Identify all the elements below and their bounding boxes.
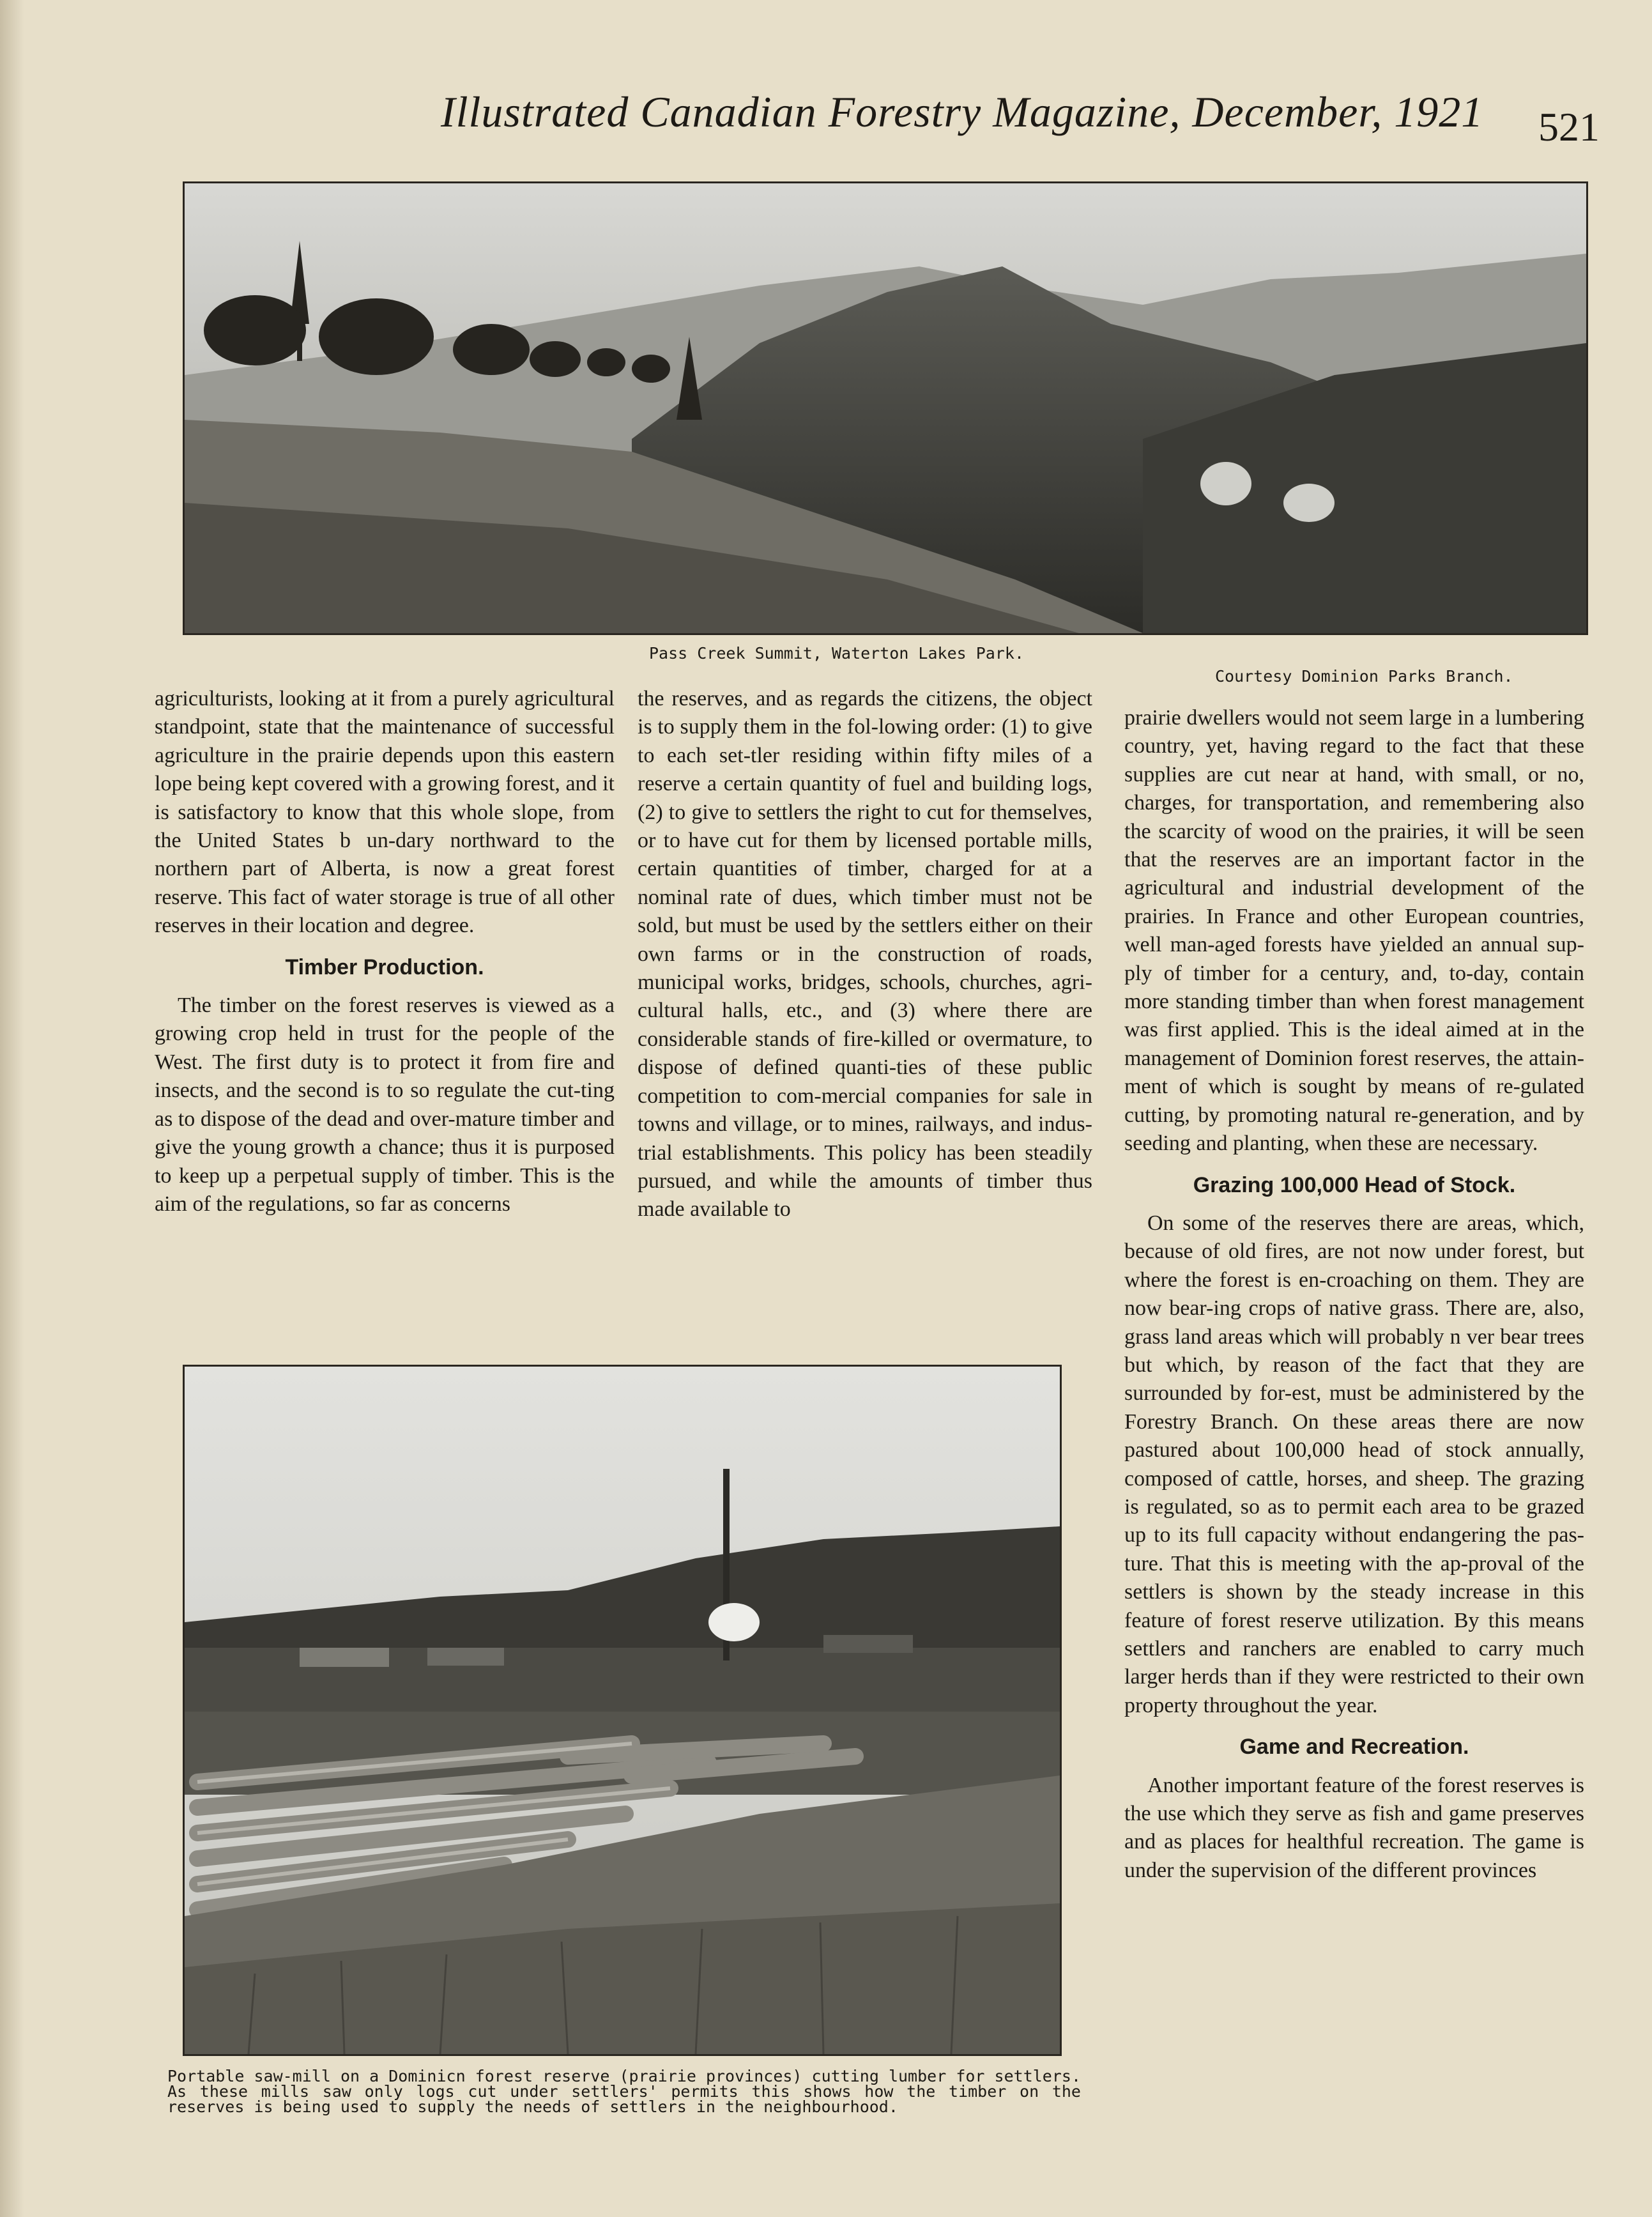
right-paragraph-3: Another important feature of the forest reserves is the use which they serve as fish and game preserves and as places for healthful recreation. The game is under the supervision of the different provinces <box>1124 1773 1584 1882</box>
page-binding-shadow <box>0 0 24 2217</box>
page-number: 521 <box>1538 104 1600 150</box>
saw-mill-photo <box>183 1365 1062 2056</box>
article-column-right <box>1124 704 1584 1885</box>
magazine-header: Illustrated Canadian Forestry Magazine, December, 1921 <box>441 88 1484 136</box>
heading-grazing: Grazing 100,000 Head of Stock. <box>1193 1172 1516 1197</box>
left-paragraph-2: The timber on the forest reserves is viewed as a growing crop held in trust for the people of the West. The first duty is to protect it from fire and insects, and the second is to so regulate the cut-ting as to dispose of the dead and over-mature timber and give the young growth a chance; thus it is purposed to keep up a perpetual supply of timber. This is the aim of the regulations, so far as concerns <box>155 993 615 1216</box>
right-paragraph-2: On some of the reserves there are areas, which, because of old fires, are not now under forest, but where the forest is en-croaching on them. They are now bear-ing crops of native grass. There are, also, grass land areas which will probably n ver bear trees but which, by reason of the fact that they are surrounded by for-est, must be administered by the Forestry Branch. On these areas there are now pastured about 100,000 head of stock annually, composed of cattle, horses, and sheep. The grazing is regulated, so as to permit each area to be grazed up to its full capacity without endangering the pas-ture. That this is meeting with the ap-proval of the settlers is shown by the steady increase in this feature of forest reserve utilization. By this means settlers and ranchers are enabled to carry much larger herds than if they were restricted to their own property throughout the year. <box>1124 1211 1584 1717</box>
middle-paragraph-1: the reserves, and as regards the citizens, the object is to supply them in the fol-lowing order: (1) to give to each set-tler residing within fifty miles of a reserve a certain quantity of fuel and building logs, (2) to give to settlers the right to cut for themselves, or to have cut for them by licensed portable mills, certain quantities of timber, charged for at a nominal rate of dues, which timber must not be sold, but must be used by the settlers either on their own farms or in the construction of roads, municipal works, bridges, schools, churches, agri-cultural halls, etc., and (3) where there are considerable stands of fire-killed or overmature, to dispose of defined quanti-ties of these public competition to com-mercial companies for sale in towns and village, or to mines, railways, and indus-trial establishments. This policy has been steadily pursued, and while the amounts of timber thus made available to <box>638 687 1092 1222</box>
left-paragraph-1: agriculturists, looking at it from a purely agricultural standpoint, state that the maintenance of successful agriculture in the prairie depends upon this eastern lope being kept covered with a growing forest, and it is satisfactory to know that this whole slope, from the United States b un-dary northward to the northern part of Alberta, is now a great forest reserve. This fact of water storage is true of all other reserves in their location and degree. <box>155 687 615 938</box>
article-column-left <box>155 685 615 1218</box>
heading-game-recreation: Game and Recreation. <box>1239 1735 1469 1760</box>
top-photo-credit: Courtesy Dominion Parks Branch. <box>1215 667 1513 686</box>
heading-timber-production: Timber Production. <box>285 955 484 979</box>
top-photo-caption: Pass Creek Summit, Waterton Lakes Park. <box>649 644 1024 663</box>
mountain-pack-horse-photo <box>183 181 1588 635</box>
article-column-middle <box>638 685 1092 1224</box>
bottom-photo-caption: Portable saw-mill on a Dominicn forest reserve (prairie provinces) cutting lumber for settlers. As these mills saw only logs cut under settlers' permits this shows how the timber on the reserves is being used to supply the needs of settlers in the neighbourhood. <box>167 2067 1081 2116</box>
right-paragraph-1: prairie dwellers would not seem large in a lumbering country, yet, having regard to the fact that these supplies are cut near at hand, with small, or no, charges, for transportation, and remembering also the scarcity of wood on the prairies, it will be seen that the reserves are an important factor in the agricultural and industrial development of the prairies. In France and other European countries, well man-aged forests have yielded an annual sup-ply of timber for a century, and, to-day, contain more standing timber than when forest management was first applied. This is the ideal aimed at in the management of Dominion forest reserves, the attain-ment of which is sought by means of re-gulated cutting, by promoting natural re-generation, and by seeding and planting, when these are necessary. <box>1124 706 1584 1156</box>
